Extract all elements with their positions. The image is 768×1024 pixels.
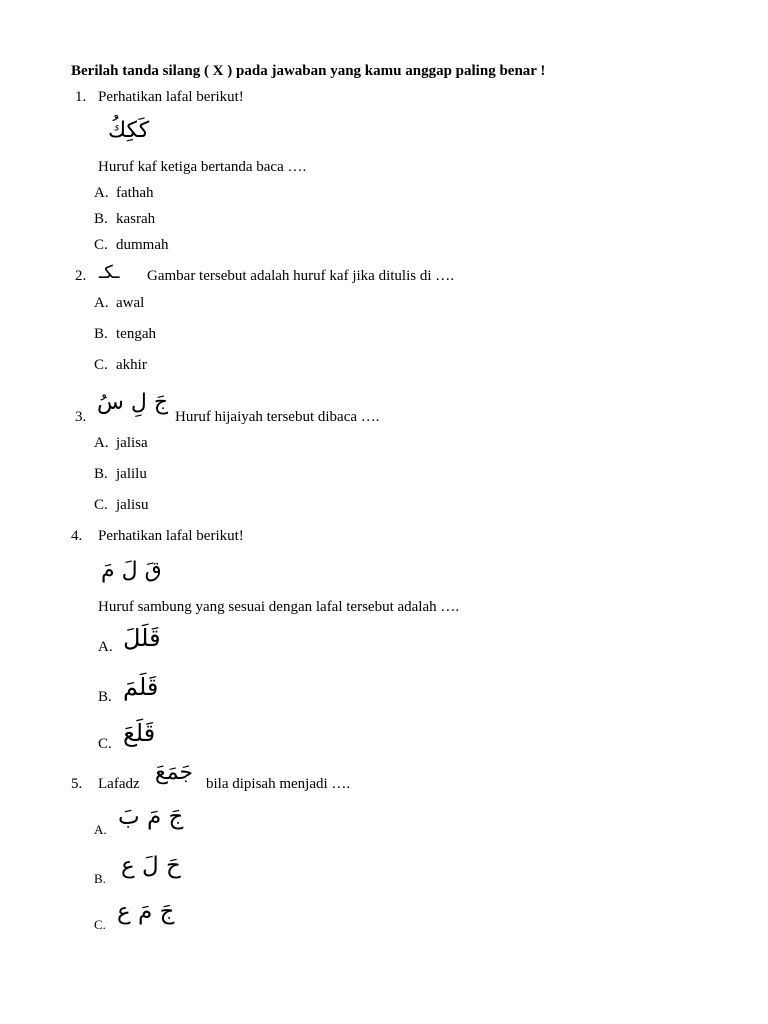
q5-question: bila dipisah menjadi …. — [206, 776, 351, 792]
q4-question: Huruf sambung yang sesuai dengan lafal tersebut adalah …. — [98, 599, 460, 615]
q1-option-c-letter[interactable]: C. — [94, 237, 108, 253]
q3-question: Huruf hijaiyah tersebut dibaca …. — [175, 409, 380, 425]
q2-question: Gambar tersebut adalah huruf kaf jika ditulis di …. — [147, 268, 454, 284]
q1-option-b-letter[interactable]: B. — [94, 211, 108, 227]
q1-option-a-letter[interactable]: A. — [94, 185, 109, 201]
q5-option-a-letter[interactable]: A. — [94, 822, 107, 837]
q3-option-a-text[interactable]: jalisa — [116, 435, 148, 451]
q2-option-b-letter[interactable]: B. — [94, 326, 108, 342]
q5-option-c-letter[interactable]: C. — [94, 917, 106, 932]
q4-number: 4. — [71, 528, 83, 544]
q3-option-b-letter[interactable]: B. — [94, 466, 108, 482]
q3-option-c-letter[interactable]: C. — [94, 497, 108, 513]
q4-arabic: قَ لَ مَ — [101, 558, 162, 583]
q1-option-b-text[interactable]: kasrah — [116, 211, 156, 227]
q2-option-a-letter[interactable]: A. — [94, 295, 109, 311]
q1-number: 1. — [75, 89, 87, 105]
q3-arabic: جَ لِ سُ — [97, 390, 169, 415]
q3-option-b-text[interactable]: jalilu — [116, 466, 147, 482]
q5-prompt: Lafadz — [98, 776, 140, 792]
q5-option-b-arabic[interactable]: حَ لَ ع — [121, 853, 181, 879]
q5-number: 5. — [71, 776, 83, 792]
q1-prompt: Perhatikan lafal berikut! — [98, 89, 244, 105]
q4-option-a-letter[interactable]: A. — [98, 639, 113, 655]
q4-option-b-arabic[interactable]: قَلَمَ — [123, 673, 159, 701]
q2-option-c-text[interactable]: akhir — [116, 357, 147, 373]
q3-number: 3. — [75, 409, 87, 425]
q4-option-c-letter[interactable]: C. — [98, 736, 112, 752]
q4-prompt: Perhatikan lafal berikut! — [98, 528, 244, 544]
q2-number: 2. — [75, 268, 87, 284]
q2-option-b-text[interactable]: tengah — [116, 326, 156, 342]
q2-arabic: ـكـ — [99, 262, 120, 283]
q2-option-a-text[interactable]: awal — [116, 295, 145, 311]
q1-option-a-text[interactable]: fathah — [116, 185, 154, 201]
q1-arabic: كَكِكُ — [108, 118, 150, 143]
q3-option-a-letter[interactable]: A. — [94, 435, 109, 451]
q4-option-b-letter[interactable]: B. — [98, 689, 112, 705]
q1-question: Huruf kaf ketiga bertanda baca …. — [98, 159, 307, 175]
q5-option-c-arabic[interactable]: جَ مَ ع — [117, 899, 175, 925]
q1-option-c-text[interactable]: dummah — [116, 237, 169, 253]
q5-arabic: جَمَعَ — [155, 760, 194, 785]
q2-option-c-letter[interactable]: C. — [94, 357, 108, 373]
q3-option-c-text[interactable]: jalisu — [116, 497, 149, 513]
q5-option-a-arabic[interactable]: جَ مَ بَ — [118, 804, 184, 830]
instruction-text: Berilah tanda silang ( X ) pada jawaban yang kamu anggap paling benar ! — [71, 63, 546, 79]
q5-option-b-letter[interactable]: B. — [94, 871, 106, 886]
q4-option-a-arabic[interactable]: قَلَلَ — [123, 624, 161, 652]
q4-option-c-arabic[interactable]: قَلَعَ — [123, 719, 156, 747]
